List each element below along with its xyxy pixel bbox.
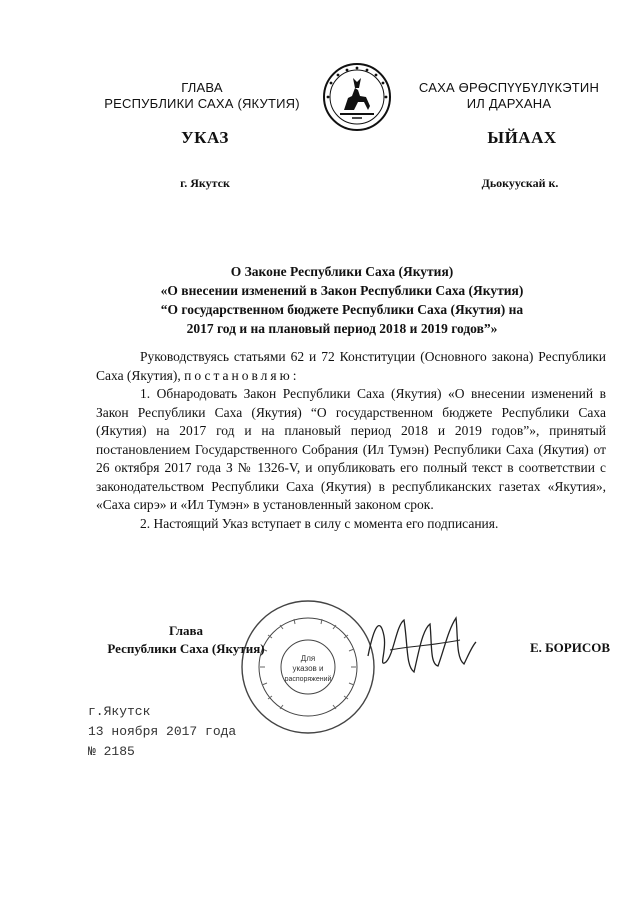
resolve-word: постановляю: <box>184 367 300 383</box>
stamp-line-1: Для <box>300 654 316 663</box>
signatory-name: Е. БОРИСОВ <box>529 640 610 655</box>
issuer-sakha-line-2: ИЛ ДАРХАНА <box>466 96 552 111</box>
registration-date: 13 ноября 2017 года <box>88 724 237 739</box>
issuer-title-sakha <box>404 80 614 112</box>
issuer-line-1: ГЛАВА <box>181 80 223 95</box>
city-sakha: Дьокуускай к. <box>481 176 559 190</box>
title-line-1: О Законе Республики Саха (Якутия) <box>230 264 454 279</box>
preamble-text: Руководствуясь статьями 62 и 72 Конституции (Основного закона) Республики Саха (Якутия), <box>96 349 606 383</box>
title-line-3: “О государственном бюджете Республики Саха (Якутия) на <box>160 302 524 317</box>
issuer-line-2: РЕСПУБЛИКИ САХА (ЯКУТИЯ) <box>104 96 300 111</box>
decree-title <box>92 262 592 338</box>
item-2-paragraph: 2. Настоящий Указ вступает в силу с момента его подписания. <box>140 515 499 531</box>
signatory-title-line-1: Глава <box>168 623 204 638</box>
official-stamp-icon <box>238 597 378 737</box>
decree-body <box>96 348 606 533</box>
title-line-4: 2017 год и на плановый период 2018 и 2019 годов”» <box>186 321 498 336</box>
issuer-title-russian <box>92 80 312 112</box>
registration-number: № 2185 <box>88 744 135 759</box>
title-line-2: «О внесении изменений в Закон Республики Саха (Якутия) <box>160 283 524 298</box>
city-russian: г. Якутск <box>180 176 230 190</box>
signatory-title-line-2: Республики Саха (Якутия) <box>107 641 265 656</box>
signatory-title <box>96 622 276 658</box>
preamble-paragraph <box>96 348 606 385</box>
stamp-line-2: указов и <box>292 664 324 673</box>
item-1-paragraph: 1. Обнародовать Закон Республики Саха (Якутия) «О внесении изменений в Закон Республики Саха (Якутия) “О государственном бюджете Республики Саха (Якутия) на 2017 год и на плановый период 2018 и 2019 годов”», принятый постановлением Государственного Собрания (Ил Тумэн) Республики Саха (Якутия) от 26 октября 2017 года З № 1326-V, и опубликовать его полный текст в соответствии с законодательством Республики Саха (Якутия) в республиканских газетах «Якутия», «Саха сирэ» и «Ил Тумэн» в установленный законом срок. <box>96 386 606 512</box>
stamp-line-3: распоряжений <box>284 676 332 683</box>
doc-type-sakha: ЫЙААХ <box>487 128 557 147</box>
issuer-sakha-line-1: САХА ӨРӨСПҮҮБҮЛҮКЭТИН <box>418 80 600 95</box>
doc-type-russian: УКАЗ <box>181 128 229 147</box>
republic-emblem-icon <box>322 62 392 132</box>
handwritten-signature-icon <box>360 606 480 686</box>
registration-city: г.Якутск <box>88 704 151 719</box>
